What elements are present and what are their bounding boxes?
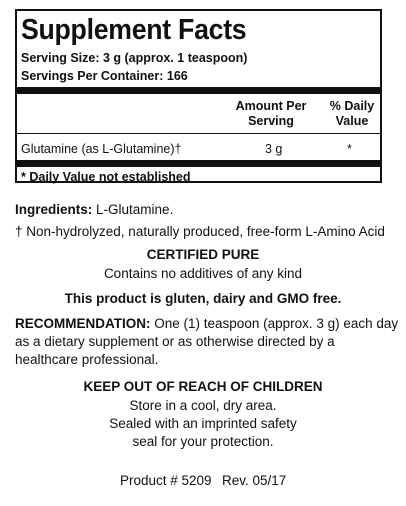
recommendation-text1: One (1) teaspoon (approx. 3 g) each day bbox=[154, 316, 399, 331]
dv-header-line1: % Daily bbox=[329, 99, 375, 113]
storage-line1: Store in a cool, dry area. bbox=[129, 398, 277, 413]
recommendation-line2: as a dietary supplement or as otherwise directed by a bbox=[15, 334, 335, 349]
amount-header-line1: Amount Per bbox=[235, 99, 307, 113]
facts-title: Supplement Facts bbox=[21, 14, 247, 46]
storage-line3: seal for your protection. bbox=[132, 434, 274, 449]
thick-divider bbox=[17, 87, 380, 94]
nutrient-name: Glutamine (as L-Glutamine)† bbox=[21, 142, 182, 156]
ingredients-line bbox=[15, 201, 173, 218]
dagger-note: † Non-hydrolyzed, naturally produced, free-form L-Amino Acid bbox=[15, 224, 385, 239]
warning-heading: KEEP OUT OF REACH OF CHILDREN bbox=[83, 379, 323, 394]
amount-column-header bbox=[235, 99, 307, 129]
daily-value-note: * Daily Value not established bbox=[21, 170, 191, 184]
ingredients-label: Ingredients: bbox=[15, 202, 93, 217]
certified-text: Contains no additives of any kind bbox=[103, 266, 303, 281]
recommendation-line3: healthcare professional. bbox=[15, 352, 159, 367]
dv-header-line2: Value bbox=[335, 114, 369, 128]
dv-column-header bbox=[321, 99, 383, 129]
product-number: Product # 5209 bbox=[120, 473, 212, 488]
storage-line2: Sealed with an imprinted safety bbox=[109, 416, 297, 431]
recommendation-line1 bbox=[15, 315, 398, 332]
thick-divider-bottom bbox=[17, 160, 380, 167]
gluten-free-statement: This product is gluten, dairy and GMO free. bbox=[64, 291, 342, 306]
servings-per-container: Servings Per Container: 166 bbox=[21, 69, 188, 83]
certified-heading: CERTIFIED PURE bbox=[146, 247, 260, 262]
nutrient-amount: 3 g bbox=[265, 142, 283, 156]
thin-divider bbox=[17, 133, 380, 134]
amount-header-line2: Serving bbox=[248, 114, 294, 128]
serving-size: Serving Size: 3 g (approx. 1 teaspoon) bbox=[21, 51, 248, 65]
supplement-facts-panel bbox=[15, 9, 382, 183]
revision: Rev. 05/17 bbox=[222, 473, 287, 488]
nutrient-daily-value: * bbox=[347, 142, 352, 156]
recommendation-label: RECOMMENDATION: bbox=[15, 316, 151, 331]
ingredients-value: L-Glutamine. bbox=[96, 202, 174, 217]
